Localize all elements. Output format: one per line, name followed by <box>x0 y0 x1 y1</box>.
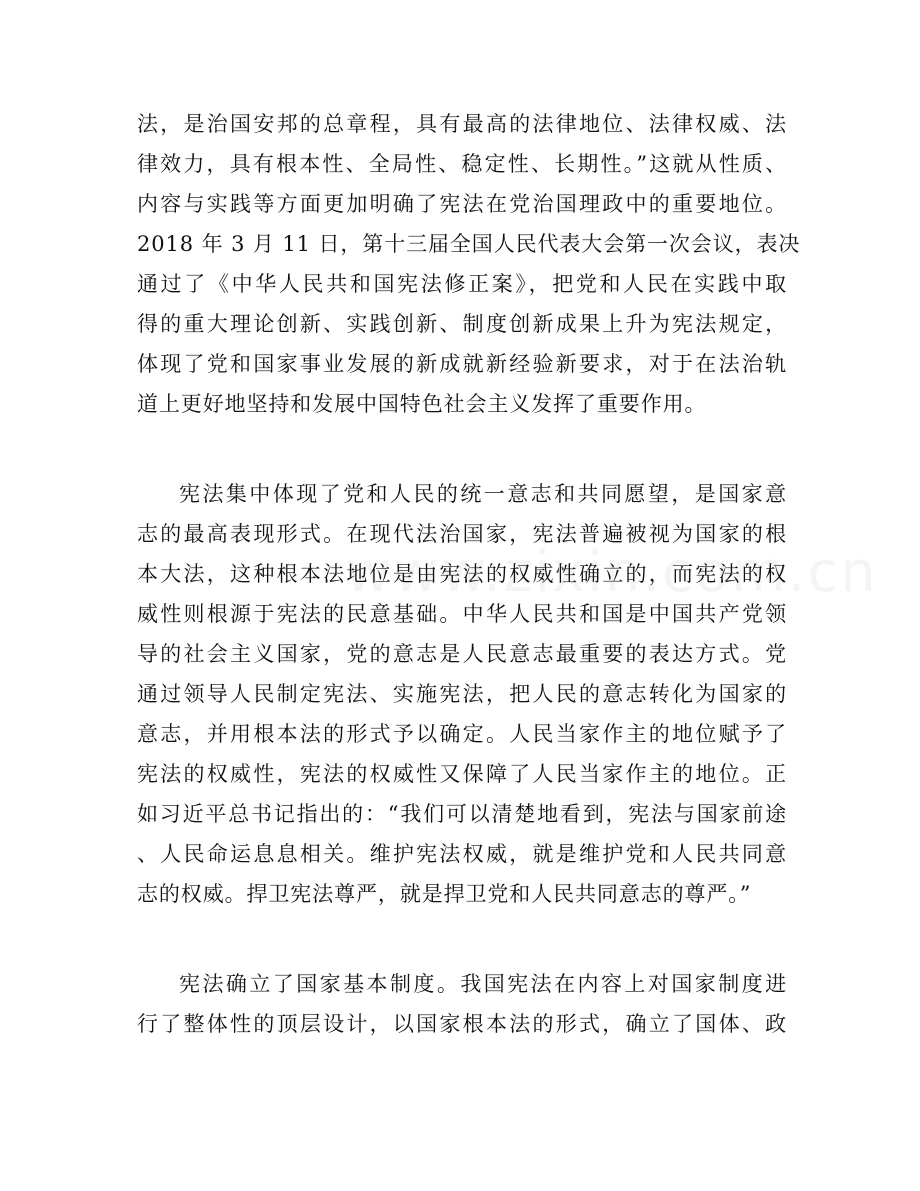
paragraph-3 <box>137 964 787 1044</box>
text-line: 行了整体性的顶层设计，以国家根本法的形式，确立了国体、政 <box>137 1012 787 1036</box>
paragraph-2 <box>137 474 787 914</box>
text-line: 通过领导人民制定宪法、实施宪法，把人民的意志转化为国家的 <box>137 682 787 706</box>
text-line: 道上更好地坚持和发展中国特色社会主义发挥了重要作用。 <box>137 392 707 416</box>
text-line: 得的重大理论创新、实践创新、制度创新成果上升为宪法规定， <box>137 312 787 336</box>
text-line: 导的社会主义国家，党的意志是人民意志最重要的表达方式。党 <box>137 642 787 666</box>
text-line: 、人民命运息息相关。维护宪法权威，就是维护党和人民共同意 <box>137 842 787 866</box>
text-line: 志的权威。捍卫宪法尊严，就是捍卫党和人民共同意志的尊严。” <box>137 882 752 906</box>
text-line: 宪法确立了国家基本制度。我国宪法在内容上对国家制度进 <box>179 972 787 996</box>
text-line: 宪法的权威性，宪法的权威性又保障了人民当家作主的地位。正 <box>137 762 787 786</box>
text-line: 意志，并用根本法的形式予以确定。人民当家作主的地位赋予了 <box>137 722 787 746</box>
text-line: 2018 年 3 月 11 日，第十三届全国人民代表大会第一次会议，表决 <box>137 232 801 256</box>
text-line: 如习近平总书记指出的：“我们可以清楚地看到，宪法与国家前途 <box>137 802 787 826</box>
text-line: 本大法，这种根本法地位是由宪法的权威性确立的，而宪法的权 <box>137 562 787 586</box>
text-line: 宪法集中体现了党和人民的统一意志和共同愿望，是国家意 <box>179 482 787 506</box>
text-line: 体现了党和国家事业发展的新成就新经验新要求，对于在法治轨 <box>137 352 787 376</box>
text-line: 内容与实践等方面更加明确了宪法在党治国理政中的重要地位。 <box>137 192 787 216</box>
text-line: 法，是治国安邦的总章程，具有最高的法律地位、法律权威、法 <box>137 112 787 136</box>
text-line: 志的最高表现形式。在现代法治国家，宪法普遍被视为国家的根 <box>137 522 787 546</box>
text-line: 律效力，具有根本性、全局性、稳定性、长期性。”这就从性质、 <box>137 152 787 176</box>
text-line: 威性则根源于宪法的民意基础。中华人民共和国是中国共产党领 <box>137 602 787 626</box>
text-line: 通过了《中华人民共和国宪法修正案》，把党和人民在实践中取 <box>137 272 787 296</box>
paragraph-1 <box>137 104 801 424</box>
